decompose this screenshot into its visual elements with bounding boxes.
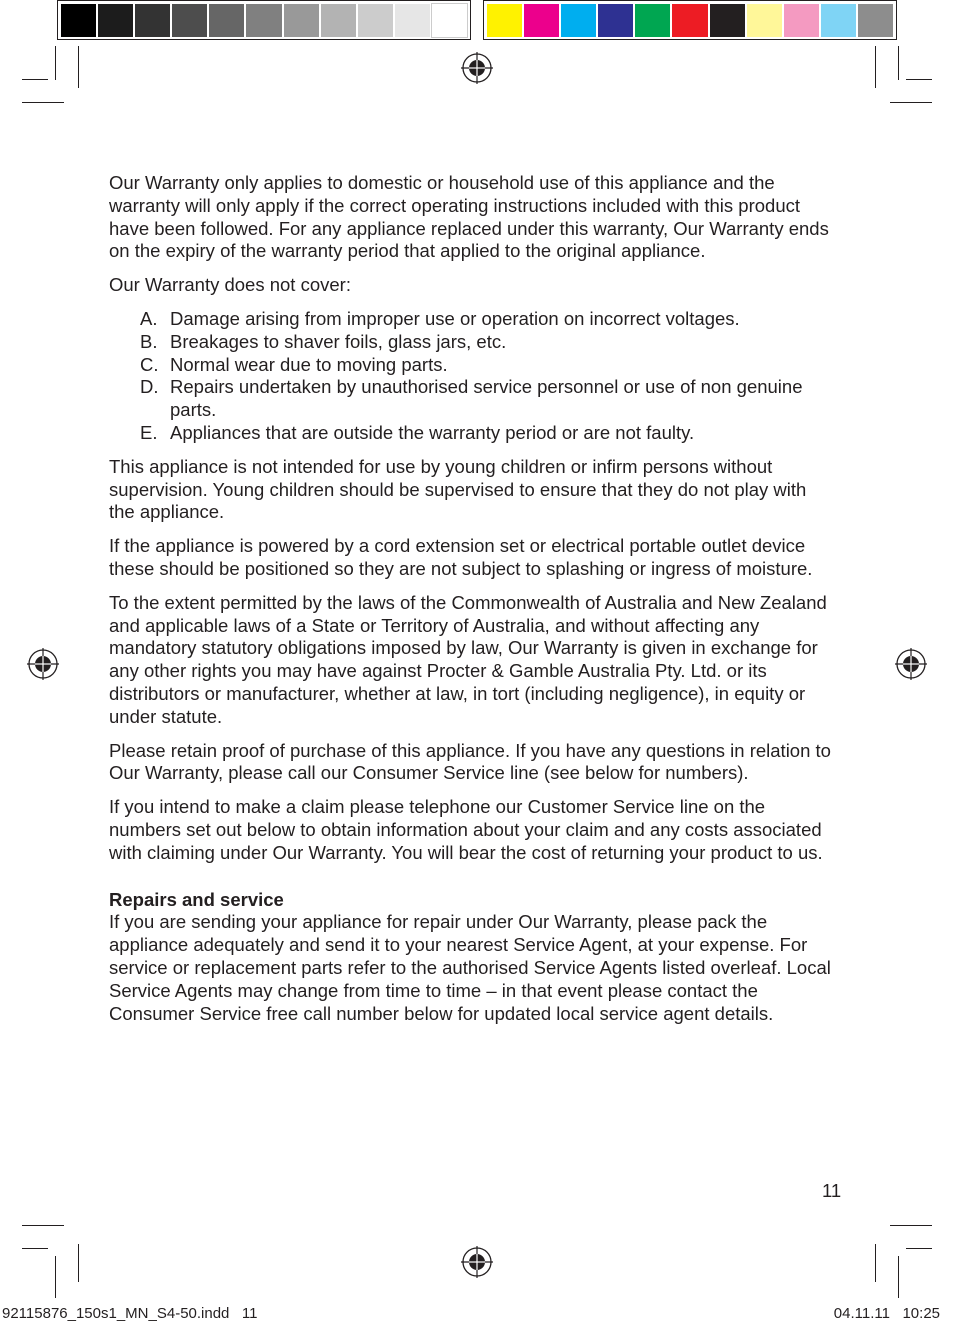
- crop-mark: [55, 1256, 56, 1298]
- not-covered-intro: Our Warranty does not cover:: [109, 274, 351, 296]
- repairs-paragraph: If you are sending your appliance for repair under Our Warranty, please pack the appliance adequately and send it to your nearest Service Agent, at your expense. For service or replacement parts refer to the authorised Service Agents listed overleaf. Local Service Agents may change from time to time – in that event please contact the Consumer Service free call number below for updated local service agent details.: [109, 911, 831, 1024]
- color-swatch: [135, 4, 170, 37]
- crop-mark: [78, 1244, 79, 1282]
- registration-mark-icon: [461, 1246, 493, 1278]
- color-swatch: [61, 4, 96, 37]
- crop-mark: [875, 46, 876, 88]
- list-item: B. Breakages to shaver foils, glass jars, etc.: [140, 330, 507, 352]
- claim-paragraph: If you intend to make a claim please telephone our Customer Service line on the numbers set out below to obtain information about your claim and any costs associated with claiming under Our Warranty. You will bear the cost of returning your product to us.: [109, 796, 823, 863]
- color-swatch: [747, 4, 782, 37]
- color-swatch: [172, 4, 207, 37]
- color-swatch: [487, 4, 522, 37]
- color-swatch: [246, 4, 281, 37]
- crop-mark: [898, 1256, 899, 1298]
- warranty-scope-paragraph: Our Warranty only applies to domestic or household use of this appliance and the warranty will only apply if the correct operating instructions included with this product have been followed. For any appliance replaced under this warranty, Our Warranty ends on the expiry of the warranty period that applied to the original appliance.: [109, 172, 829, 262]
- extension-cord-paragraph: If the appliance is powered by a cord extension set or electrical portable outlet device these should be positioned so they are not subject to splashing or ingress of moisture.: [109, 535, 813, 579]
- color-swatch: [561, 4, 596, 37]
- supervision-paragraph: This appliance is not intended for use by young children or infirm persons without supervision. Young children should be supervised to ensure that they do not play with the appliance.: [109, 455, 807, 523]
- proof-of-purchase-paragraph: Please retain proof of purchase of this appliance. If you have any questions in relation to Our Warranty, please call our Consumer Service line (see below for numbers).: [109, 739, 831, 784]
- list-item: A. Damage arising from improper use or operation on incorrect voltages.: [140, 307, 740, 329]
- color-swatch: [284, 4, 319, 37]
- legal-paragraph: To the extent permitted by the laws of the Commonwealth of Australia and New Zealand and applicable laws of a State or Territory of Australia, and without affecting any mandatory statutory obligations imposed by law, Our Warranty is given in exchange for any other rights you may have against Procter & Gamble Australia Pty. Ltd. or its distributors or manufacturer, whether at law, in tort (including negligence), in equity or under statute.: [109, 591, 827, 727]
- crop-mark: [55, 46, 56, 80]
- color-swatch: [524, 4, 559, 37]
- list-item: D. Repairs undertaken by unauthorised service personnel or use of non genuine parts.: [140, 376, 803, 421]
- crop-mark: [898, 46, 899, 80]
- color-swatch: [209, 4, 244, 37]
- color-swatch: [432, 4, 467, 37]
- registration-mark-icon: [895, 648, 927, 680]
- registration-mark-icon: [461, 52, 493, 84]
- crop-mark: [78, 46, 79, 88]
- color-swatch: [672, 4, 707, 37]
- crop-mark: [22, 79, 48, 80]
- color-swatch: [784, 4, 819, 37]
- warranty-text: [109, 172, 837, 1036]
- grayscale-color-bar: [57, 0, 471, 40]
- list-item: C. Normal wear due to moving parts.: [140, 353, 448, 375]
- file-slug: 92115876_150s1_MN_S4-50.indd 11: [2, 1305, 258, 1322]
- crop-mark: [906, 79, 932, 80]
- color-swatch: [858, 4, 893, 37]
- crop-mark: [22, 1225, 64, 1226]
- crop-mark: [890, 1225, 932, 1226]
- crop-mark: [890, 102, 932, 103]
- crop-mark: [22, 102, 64, 103]
- color-swatch: [635, 4, 670, 37]
- color-swatch: [358, 4, 393, 37]
- page-number: 11: [822, 1180, 842, 1201]
- crop-mark: [875, 1244, 876, 1282]
- color-swatch: [821, 4, 856, 37]
- list-item: E. Appliances that are outside the warranty period or are not faulty.: [140, 421, 695, 443]
- crop-mark: [906, 1248, 932, 1249]
- crop-mark: [22, 1248, 48, 1249]
- color-swatch: [321, 4, 356, 37]
- section-heading: Repairs and service: [109, 888, 284, 910]
- color-swatch: [395, 4, 430, 37]
- registration-mark-icon: [27, 648, 59, 680]
- process-color-bar: [483, 0, 897, 40]
- color-swatch: [98, 4, 133, 37]
- exclusions-list: [109, 308, 837, 445]
- date-slug: 04.11.11 10:25: [833, 1305, 940, 1322]
- color-swatch: [710, 4, 745, 37]
- color-swatch: [598, 4, 633, 37]
